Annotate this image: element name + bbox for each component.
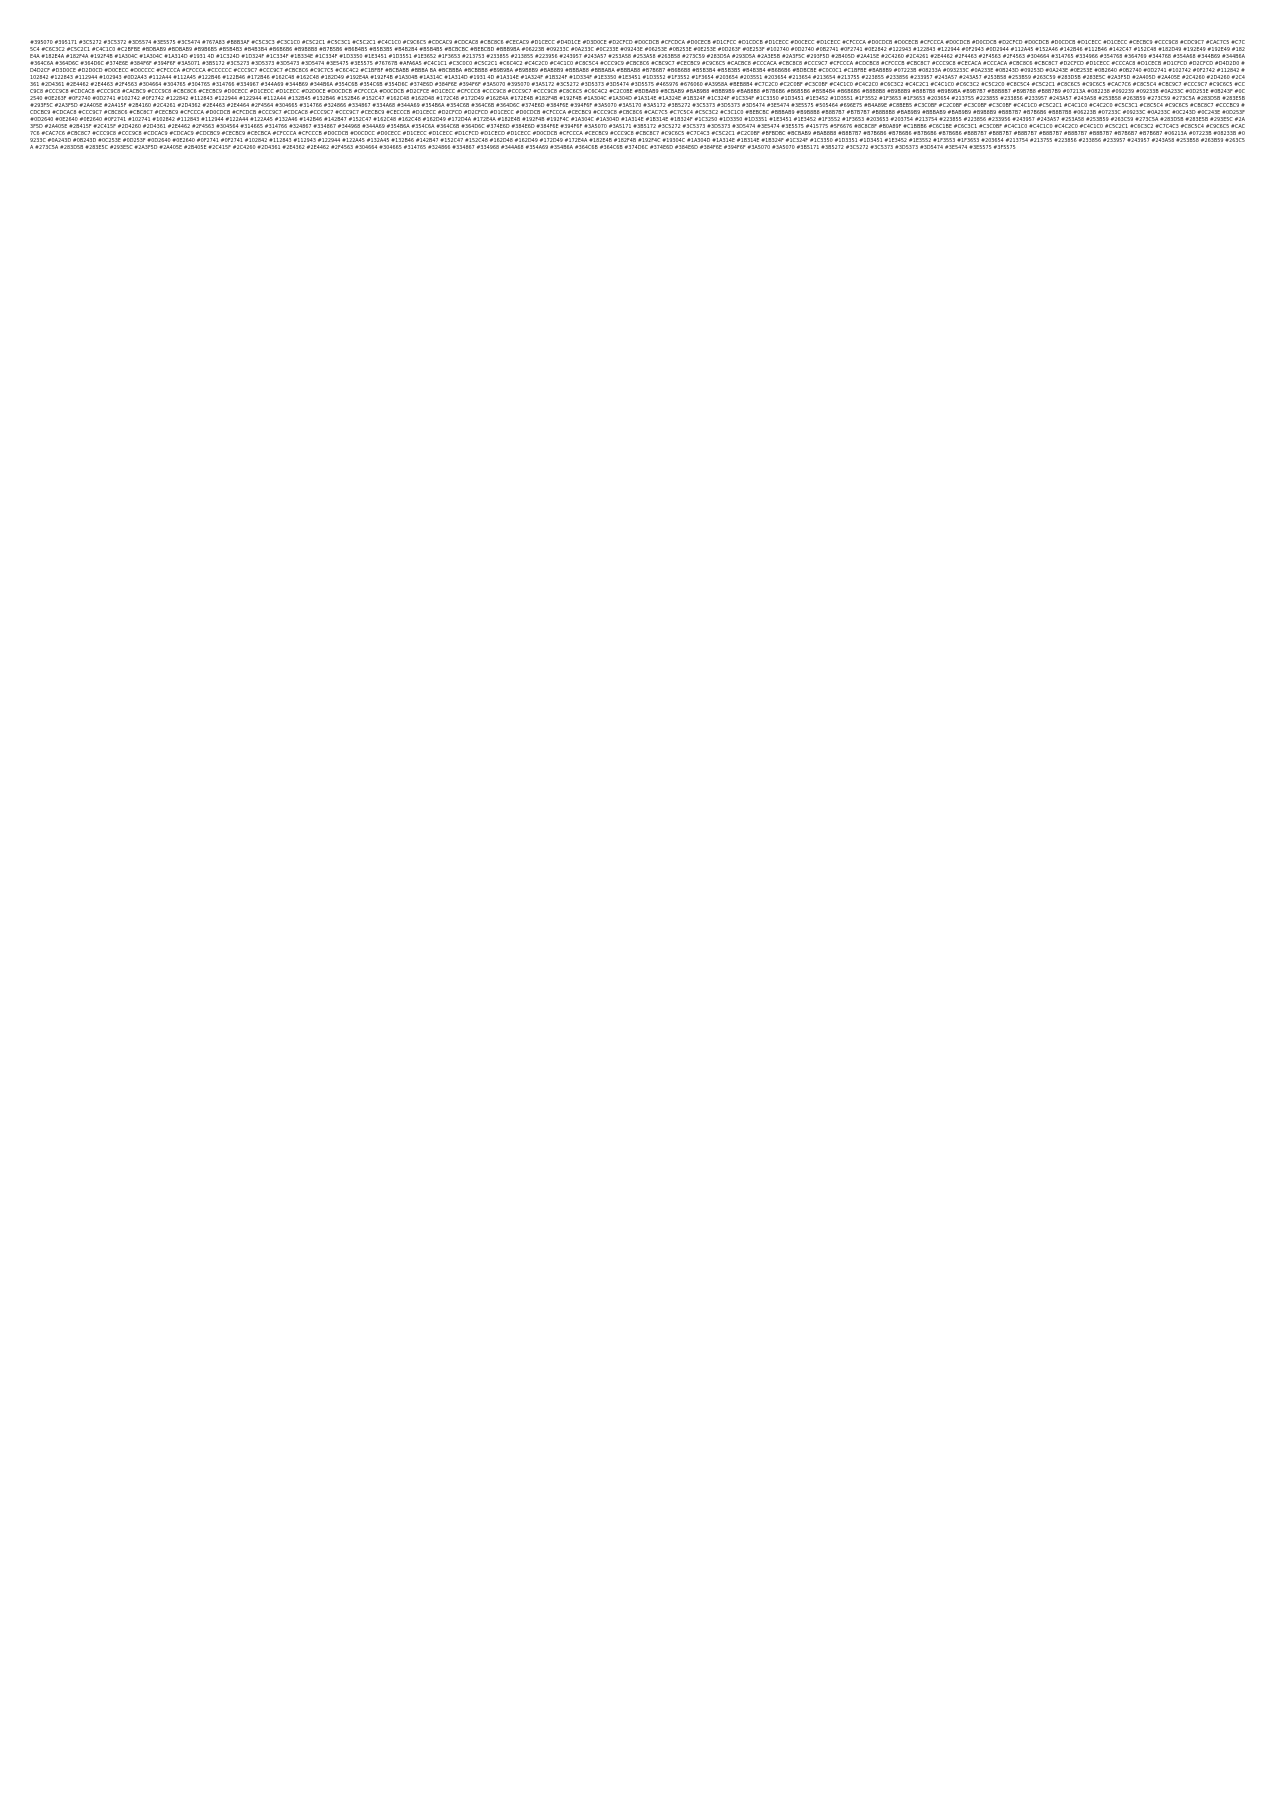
hex-color-listing-page <box>30 40 1245 1330</box>
hex-color-listing: #395070 #395171 #3C5272 #3C5372 #3D5574 #3E5575 #3C5474 #767A83 #B8B3AF #C5C3C3 #C3C1C0 #C5C2C1 #C5C3C1 #C5C2C1 #C4C1C0 #C9C6C5 #CDCAC9 #CDCAC8 #CBC8C6 #CECAC9 #D1CECC #D4D1CE #D3D0CE #D2CFCD #D0CDCB #CFCDCA #D0CECB #D1CFCC #D1CDCB #D1CECC #D0CECC #D1CECC #CFCCCA #D0CDCB #D0CECB #CFCCCA #D0CDCB #D0CDCB #D2CFCD #D0CDCB #D0CDCB #D1CECC #D1CECC #CECBC9 #CCC9C8 #CDC9C7 #CAC7C5 #C7C5C4 #C6C3C2 #C5C2C1 #C4C1C0 #C2BFBE #BDBAB9 #BDBAB9 #B9B6B5 #B5B4B3 #B4B3B4 #B6B6B6 #B9B8B8 #B7B5B6 #B6B4B5 #B5B3B5 #B4B2B4 #B5B4B5 #BCBCBC #BEBCBD #BBB9BA #06223B #09233C #0A233C #0C233E #09243E #06253E #0B253E #0E253E #0D263F #0E253F #102740 #0D2740 #0B2741 #0F2741 #0E2842 #122943 #122843 #122944 #0F2943 #0D2944 #112A45 #152A46 #142B46 #112B46 #142C47 #152C48 #182D49 #192E49 #192E49 #182E4A #182E4A #182F4A #192F4B #1A304C #1A304C #1A314D #1931 4D #1C324D #1D324F #1C334F #1B334E #1C334F #1D3350 #1E3451 #1D3551 #1E3652 #1F3653 #213753 #233855 #213855 #223956 #243957 #243A57 #253A58 #253A58 #263B58 #273C59 #283D5A #293D5A #2A3E5B #2A3F5C #293F5D #2B405D #2A415E #2C4260 #2C4261 #2E4462 #2F4463 #2F4563 #2F4563 #304664 #314765 #334966 #354768 #364769 #344768 #354A68 #344B69 #344B6A #364C6A #364D6C #364D6C #374E6E #384F6F #394F6F #3A5071 #3B5172 #3C5273 #3D5373 #3D5473 #3D5474 #3E5475 #3E5575 #76767B #AFA6A5 #C4C1C1 #C3C0C0 #C5C2C1 #C6C4C2 #C4C2C0 #C4C1C0 #C8C5C4 #CCC9C9 #CBC8C6 #CBC9C7 #CECBC9 #C9C6C5 #CACBC8 #CCCACA #CBC8C8 #CCC9C7 #CFCCCA #CDCBC8 #CFCCCB #CBC8C7 #CCC9C8 #CECACA #CCCACA #CBC8C6 #CBC8C7 #D2CFCD #D1CECC #CCCAC8 #D1CECB #D1CFCD #D2CFCD #D4D2D0 #D4D2CF #D3D0CE #D2D0CD #D0CECC #D0CCCC #CFCCCA #CFCCCA #CCCCCC #CCC9C7 #CCC9C7 #CBC8C6 #C9C7C5 #C6C4C2 #C1BFBF #BCBABB #BBBA BA #BCBBBA #BCBBB8 #B9B9BA #B9B8B9 #BAB8B9 #BBBAB8 #BBBABA #BBBAB8 #B7B6B7 #B6B6B8 #B5B3B4 #B5B3B5 #B4B3B4 #B6B6B6 #BDBCBE #C0C0C1 #C1BFBE #BAB8B9 #07223B #08233A #093233C #0A233E #0B243D #09253D #0A243E #0E253E #0B2640 #0B2740 #0D2741 #102742 #0F2742 #112842 #102842 #122843 #112944 #102943 #0D2A43 #112A44 #112A45 #122B46 #122B46 #172B46 #162C48 #162C48 #182D49 #192E4A #192F4B #1A304B #1A314C #1A314D #1931 4D #1A314E #1A324F #1B324F #1D334F #1E3350 #1E3451 #1D3552 #1F3552 #1F3654 #203654 #203551 #203654 #213654 #213654 #213755 #223855 #233856 #233957 #243A57 #243A57 #253B58 #253B59 #263C59 #283D5B #283E5C #2A3F5D #2A405D #2A405E #2C4260 #2D4260 #2C4361 #2D4361 #2E4462 #2E4463 #2F4563 #304664 #304765 #304765 #314766 #334967 #344A69 #344B69 #344B6A #354C6B #354C6B #354D6C #374E6D #384F6E #394F6F #3A5070 #395070 #3A5172 #3C5272 #3D5373 #3D5474 #3D5575 #465976 #676060 #A3958A #BEB8B4 #C7C2C0 #C2C0BF #C3C0BF #C4C1C0 #C4C2C0 #C6C3C2 #C4C2C1 #C4C1C0 #C6C3C2 #C5C2C0 #C8C5C4 #C5C2C1 #C8C6C5 #C9C6C5 #CAC7C6 #C8C5C4 #CBC9C7 #CCC9C7 #C9C6C5 #CCC9C8 #CCC9C8 #CDCAC8 #CCC9C8 #CACBC9 #CCC9C8 #CBC8C6 #CECBC9 #D0CECC #D1CECC #D1CECC #D2D0CE #D0CDCB #CFCCCA #D0CDCB #D2CFCE #D1CECC #CFCCC8 #CCC9C8 #CCC9C7 #CCC9C8 #C8C6C5 #C6C4C2 #C2C0BE #BDBAB9 #BCBAB9 #BAB9B8 #BBB9B9 #BAB8B8 #B7B6B6 #B6B5B6 #B5B4B4 #B6B6B6 #B8B8B8 #B9B8B9 #B8B7B8 #B9B9BA #B9B7B7 #B8B8B7 #B9B7B8 #B8B7B9 #07213A #082238 #092239 #09233B #0A233C #0D253E #0B243F #0C2540 #0E263F #0F2740 #0D2741 #102742 #0F2742 #122842 #112843 #122944 #122944 #112A44 #132B45 #132B46 #152B46 #152C47 #162C48 #162D48 #172C48 #172D49 #162E4A #172E4B #182F4B #192F4B #1A304C #1A304D #1A314E #1A324E #1B324F #1C324F #1C334F #1C3350 #1D3451 #1E3452 #1D3551 #1F3552 #1F3653 #1F3653 #203654 #213755 #223855 #233856 #233957 #243A57 #243A58 #253B58 #263B59 #273C59 #273C5A #283D5B #283E5B #293F5C #2A3F5D #2A405E #2A415F #2B4160 #2C4261 #2D4362 #2E4463 #2E4464 #2F4564 #304665 #314766 #324866 #334867 #334A68 #344A69 #354B6A #354C6B #364C6B #364D6C #374E6D #384F6E #394F6F #3A5070 #3A5170 #3A5172 #3B5272 #3C5373 #3D5373 #3D5474 #3E5474 #3E5575 #505464 #696E75 #B4A89E #C8BEB5 #C3C0BF #C2C0BF #C3C0BF #C3C0BF #C4C1C0 #C5C2C1 #C4C1C0 #C4C2C0 #C5C3C1 #C8C5C4 #C9C6C5 #CBC8C7 #CCCBC9 #CDCBC9 #CDCAC8 #CCC9C7 #CBC8C6 #CBC8C7 #CECBC9 #CFCCCA #D0CDCB #CFCDCB #CCC9C7 #CDCAC8 #CCC9C7 #CCC9C7 #CECBC9 #CECCCB #D1CECC #D2CFCD #D2CFCD #D1CECC #D0CDCB #CFCCCA #CECBC9 #CCC9C8 #CBC8C6 #CAC7C5 #C7C5C4 #C5C3C2 #C3C1C0 #BEBCBC #BBBAB9 #B9B8B8 #B8B7B7 #B7B7B7 #B8B8B8 #BAB9B9 #BBBAB9 #BAB9B9 #B9B8B9 #B8B7B7 #B7B6B6 #B8B7B8 #06223B #07233C #09233C #0A233C #0C243D #0C243E #0D253F #0D2640 #0E2640 #0E2640 #0F2741 #102741 #102842 #112843 #112944 #122A44 #122A45 #132A46 #142B46 #142B47 #152C47 #162C48 #162C48 #162D49 #172D4A #172E4A #182E4B #192F4B #192F4C #1A304C #1A304D #1A314E #1B314E #1B324F #1C3250 #1D3350 #1D3351 #1E3451 #1E3452 #1F3552 #1F3653 #203653 #203754 #213754 #223855 #223856 #233956 #243957 #243A57 #253A58 #253B59 #263C59 #273C5A #283D5B #283E5B #293E5C #2A3F5D #2A405E #2B415F #2C415F #2D4260 #2D4361 #2E4462 #2F4563 #304564 #314665 #314766 #324867 #334867 #344968 #344A69 #354B6A #354C6A #364C6B #364D6C #374E6D #384E6D #384F6E #394F6F #3A5070 #3A5171 #3B5172 #3C5272 #3C5373 #3D5373 #3D5474 #3E5474 #3E5575 #415775 #5F6676 #8C8C8F #B0A89F #C1BBB6 #C6C1BE #C6C3C1 #C3C0BF #C4C1C0 #C4C1C0 #C4C2C0 #C4C1C0 #C5C2C1 #C6C3C2 #C7C4C3 #C8C5C4 #C9C6C5 #CAC7C6 #CAC7C6 #CBC8C7 #CCC9C8 #CCC9C8 #CDCAC9 #CDCAC9 #CDCBC9 #CECBC9 #CECBCA #CFCCCA #CFCCCB #D0CDCB #D0CDCC #D0CECC #D1CECC #D1CECC #D1CFCD #D1CECD #D1CECC #D0CDCB #CFCCCA #CECBC9 #CCC9C8 #CBC8C7 #C9C6C5 #C7C4C3 #C5C2C1 #C2C0BF #BFBDBC #BCBAB9 #BAB8B8 #B8B7B7 #B7B6B6 #B7B6B6 #B7B6B6 #B7B6B6 #B8B7B7 #B8B7B7 #B8B7B7 #B8B7B7 #B8B7B7 #B8B7B7 #B7B6B7 #B7B6B7 #06213A #07223B #08233B #09233C #0A243D #0B243D #0C253E #0D253F #0D2640 #0E2640 #0F2741 #0F2741 #102842 #112843 #112943 #122944 #122A45 #132A45 #132B46 #142B47 #152C47 #152C48 #162D48 #162D49 #172D49 #172E4A #182E4B #182F4B #192F4C #19304C #1A304D #1A314E #1B314E #1B324F #1C324F #1C3350 #1D3351 #1D3451 #1E3452 #1E3552 #1F3553 #1F3653 #203654 #213754 #213755 #223856 #233856 #233957 #243957 #243A58 #253B58 #263B59 #263C5A #273C5A #283D5B #283E5C #293E5C #2A3F5D #2A405E #2B405E #2C415F #2C4260 #2D4361 #2E4362 #2E4462 #2F4563 #304664 #304665 #314765 #324866 #334867 #334968 #344A68 #354A69 #354B6A #364C6B #364C6B #374D6C #374E6D #384E6D #384F6E #394F6F #3A5070 #3A5070 #3B5171 #3B5272 #3C5272 #3C5373 #3D5373 #3D5474 #3E5474 #3E5575 #3F5575 <box>30 40 1245 151</box>
